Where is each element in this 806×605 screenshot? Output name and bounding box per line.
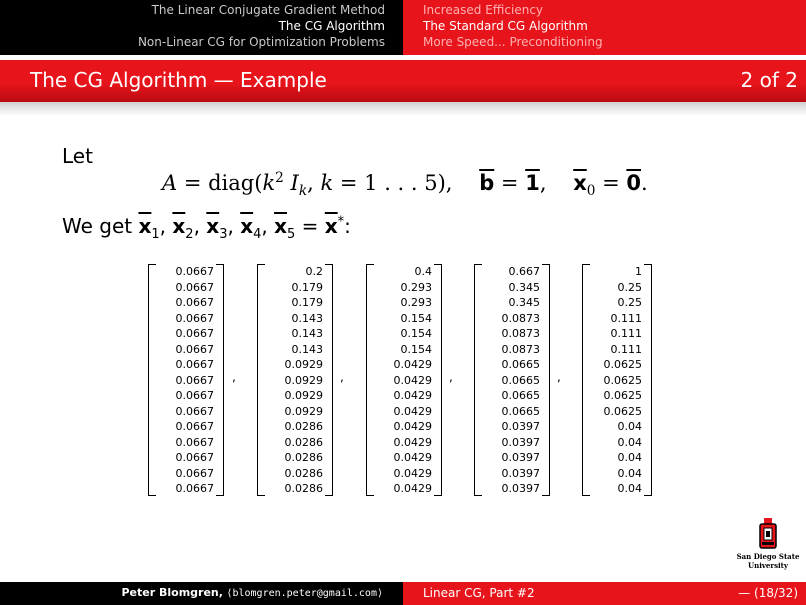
vector-entry: 0.0286 <box>284 420 323 433</box>
vector-entry: 0.143 <box>291 311 323 325</box>
vector-entry: 0.0625 <box>603 358 642 371</box>
footer-author <box>122 586 384 599</box>
vector-entry: 0.293 <box>400 296 432 309</box>
logo-line2: University <box>748 561 788 570</box>
vector-x5 <box>582 264 652 494</box>
frame-counter: 2 of 2 <box>740 68 798 92</box>
vector-entry: 0.04 <box>617 482 642 495</box>
vector-entry: 0.0429 <box>393 389 432 402</box>
vector-entry: 0.0397 <box>501 482 540 495</box>
iterates-statement: We get $\overline{x}_1$, $\overline{x}_2$, $\overline{x}_3$, $\overline{x}_4$, $\overline{x}_5 = \overline{x}^*$: <box>62 214 351 242</box>
vector-entry: 0.0929 <box>284 389 323 402</box>
right-bracket <box>644 264 652 496</box>
vector-entry: 0.0429 <box>393 404 432 418</box>
vector-entry: 0.0667 <box>175 358 214 371</box>
sdsu-logo <box>735 518 801 572</box>
vector-entry: 0.0667 <box>175 482 214 495</box>
vector-entry: 0.154 <box>400 327 432 340</box>
frame-title-bar <box>0 60 806 102</box>
vector-entry: 0.0667 <box>175 342 214 356</box>
comma: , <box>449 370 453 384</box>
vector-entry: 0.0625 <box>603 389 642 402</box>
vector-entry: 0.0429 <box>393 358 432 371</box>
vector-entry: 0.0397 <box>501 420 540 433</box>
vector-entry: 0.154 <box>400 311 432 325</box>
vector-entry: 0.179 <box>291 296 323 309</box>
vector-entry: 0.0625 <box>603 404 642 418</box>
vector-entry: 0.25 <box>617 280 642 294</box>
vector-values <box>176 264 215 497</box>
vector-entry: 0.0667 <box>175 311 214 325</box>
let-text: Let <box>62 144 93 168</box>
vector-entry: 0.0286 <box>284 451 323 464</box>
vector-entry: 0.0929 <box>284 358 323 371</box>
vector-x3 <box>366 264 442 494</box>
vector-entry: 0.0397 <box>501 435 540 449</box>
vector-entry: 0.4 <box>414 265 432 278</box>
sdsu-seal-icon <box>759 518 777 550</box>
vector-entry: 0.0667 <box>175 296 214 309</box>
vector-entry: 0.0667 <box>175 373 214 387</box>
logo-line1: San Diego State <box>736 552 800 561</box>
nav-subsection-standard-cg[interactable]: The Standard CG Algorithm <box>423 19 588 33</box>
right-bracket <box>325 264 333 496</box>
comma: , <box>557 370 561 384</box>
vector-entry: 0.2 <box>305 265 323 278</box>
vector-entry: 0.25 <box>617 296 642 309</box>
footer-author-panel <box>0 582 403 605</box>
vector-x1 <box>148 264 224 494</box>
vector-entry: 0.04 <box>617 451 642 464</box>
vector-entry: 0.0429 <box>393 420 432 433</box>
vector-x4 <box>474 264 550 494</box>
vector-entry: 0.0429 <box>393 451 432 464</box>
left-bracket <box>474 264 482 496</box>
nav-subsection-preconditioning[interactable]: More Speed... Preconditioning <box>423 35 603 49</box>
vector-entry: 0.0667 <box>175 466 214 480</box>
vector-entry: 0.0667 <box>175 327 214 340</box>
vector-entry: 0.0929 <box>284 373 323 387</box>
vector-entry: 0.0665 <box>501 389 540 402</box>
vector-entry: 0.0665 <box>501 404 540 418</box>
footer-page-number: — (18/32) <box>738 586 798 600</box>
definition-formula: $A = diag(k^2$ $I_k$, k = 1 . . . 5), $\overline{b} = 1$, $\overline{x}_0 = 0$. <box>162 170 648 200</box>
vector-entry: 0.0873 <box>501 327 540 340</box>
we-get-text: We get <box>62 214 133 238</box>
left-bracket <box>148 264 156 496</box>
vector-entry: 0.0625 <box>603 373 642 387</box>
author-name: Peter Blomgren, <box>121 586 223 599</box>
vector-entry: 0.0429 <box>393 373 432 387</box>
nav-section-nonlinear-cg[interactable]: Non-Linear CG for Optimization Problems <box>137 35 385 49</box>
vector-entry: 0.04 <box>617 420 642 433</box>
vector-entry: 0.0873 <box>501 311 540 325</box>
left-bracket <box>582 264 590 496</box>
vector-entry: 0.0873 <box>501 342 540 356</box>
vector-entry: 0.0286 <box>284 466 323 480</box>
vector-entry: 0.0397 <box>501 451 540 464</box>
vector-entry: 0.0286 <box>284 435 323 449</box>
vector-entry: 0.0667 <box>175 389 214 402</box>
vector-entry: 0.0665 <box>501 358 540 371</box>
vector-entry: 0.04 <box>617 435 642 449</box>
vector-values <box>502 264 541 497</box>
vector-entry: 0.111 <box>610 311 642 325</box>
vector-entry: 0.345 <box>508 280 540 294</box>
comma: , <box>340 370 344 384</box>
vector-values <box>604 264 643 497</box>
vector-entry: 0.667 <box>508 265 540 278</box>
vector-entry: 0.0286 <box>284 482 323 495</box>
vector-entry: 0.0429 <box>393 435 432 449</box>
footer-title-panel <box>403 582 806 605</box>
author-email: ⟨blomgren.peter@gmail.com⟩ <box>226 588 383 599</box>
left-bracket <box>366 264 374 496</box>
vector-values <box>394 264 433 497</box>
vector-entry: 0.0429 <box>393 482 432 495</box>
vector-entry: 0.0667 <box>175 265 214 278</box>
vector-entry: 0.154 <box>400 342 432 356</box>
vector-entry: 0.0667 <box>175 451 214 464</box>
vector-entry: 0.143 <box>291 327 323 340</box>
left-bracket <box>257 264 265 496</box>
vector-entry: 0.143 <box>291 342 323 356</box>
frame-title: The CG Algorithm — Example <box>30 68 327 92</box>
right-bracket <box>216 264 224 496</box>
footer <box>0 582 806 605</box>
vector-entry: 0.0667 <box>175 420 214 433</box>
vector-entry: 0.0667 <box>175 280 214 294</box>
vector-entry: 0.345 <box>508 296 540 309</box>
vector-entry: 0.04 <box>617 466 642 480</box>
section-navigation <box>0 0 403 55</box>
right-bracket <box>434 264 442 496</box>
vector-entry: 0.179 <box>291 280 323 294</box>
vector-entry: 0.0665 <box>501 373 540 387</box>
navigation-bar <box>0 0 806 55</box>
vector-values <box>285 264 324 497</box>
vector-entry: 0.0667 <box>175 404 214 418</box>
footer-short-title: Linear CG, Part #2 <box>423 586 535 600</box>
vector-entry: 0.0429 <box>393 466 432 480</box>
nav-section-cg-algorithm[interactable]: The CG Algorithm <box>278 19 385 33</box>
nav-section-linear-cg[interactable]: The Linear Conjugate Gradient Method <box>151 3 385 17</box>
vector-entry: 1 <box>635 265 642 278</box>
right-bracket <box>542 264 550 496</box>
title-shadow <box>0 102 806 116</box>
vector-entry: 0.293 <box>400 280 432 294</box>
subsection-navigation <box>403 0 806 55</box>
vector-entry: 0.0929 <box>284 404 323 418</box>
comma: , <box>232 370 236 384</box>
vector-x2 <box>257 264 333 494</box>
vector-entry: 0.111 <box>610 327 642 340</box>
vector-entry: 0.0667 <box>175 435 214 449</box>
nav-subsection-efficiency[interactable]: Increased Efficiency <box>423 3 544 17</box>
vector-entry: 0.0397 <box>501 466 540 480</box>
vector-entry: 0.111 <box>610 342 642 356</box>
